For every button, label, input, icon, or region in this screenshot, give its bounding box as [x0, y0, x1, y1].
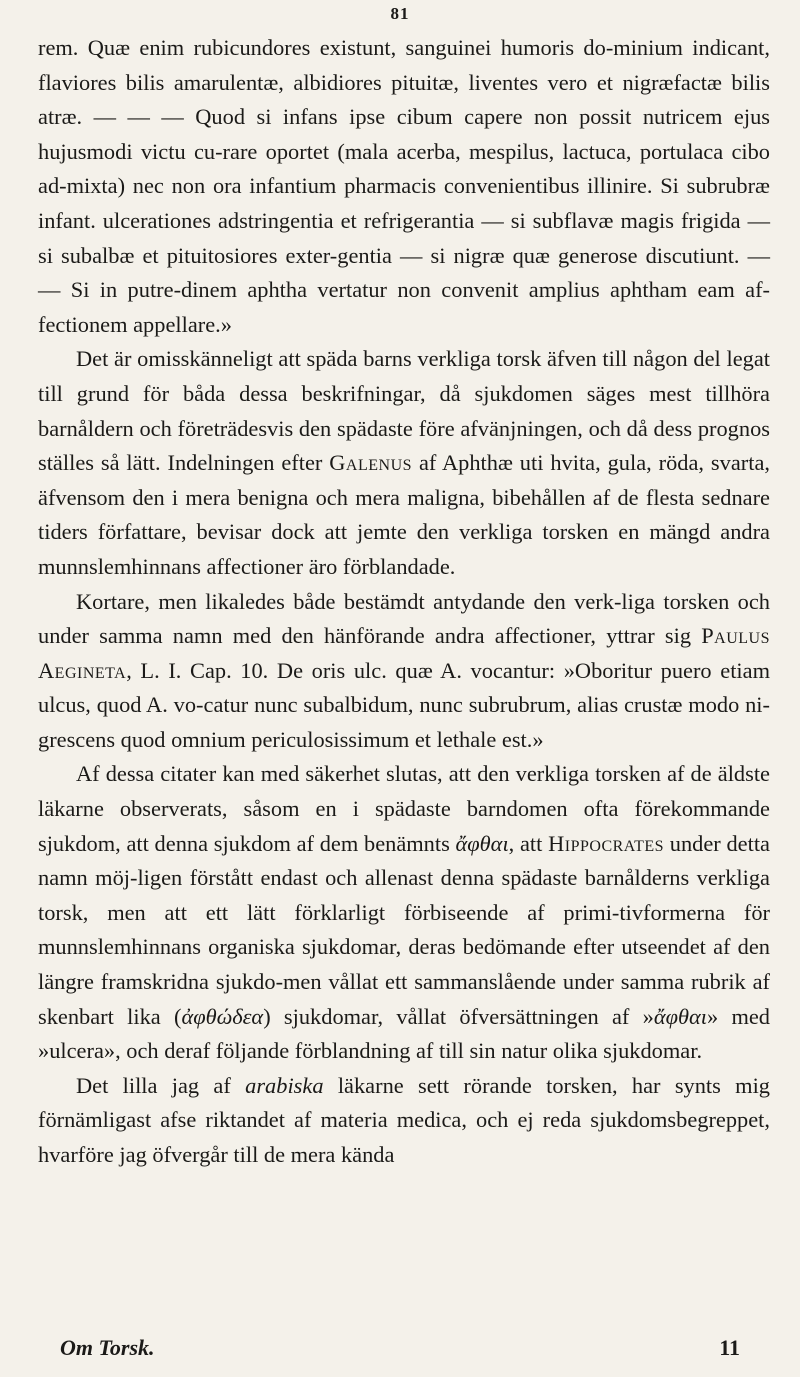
page-footer: [60, 1335, 740, 1361]
body-text: [38, 31, 770, 1173]
text-run: , L. I. Cap. 10. De oris ulc. quæ A. vocantur: »Oboritur puero etiam ulcus, quod A. vo-catur nunc subalbidum, nunc subrubrum, alias crustæ modo ni-grescens quod omnium periculosissimum et lethale est.»: [38, 657, 770, 752]
paragraph: [38, 1069, 770, 1173]
text-run: , att: [508, 830, 549, 856]
author-name: Hippocrates: [548, 830, 665, 856]
italic-term: ἄφθαι: [455, 830, 509, 856]
paragraph: [38, 585, 770, 758]
text-run: Af dessa citater kan med säkerhet slutas, att den verkliga torsken af de äldste läkarne observerats, såsom en i spädaste barndomen ofta förekommande sjukdom, att denna sjukdom af dem benämnts: [38, 761, 770, 856]
text-run: af Aphthæ uti hvita, gula, röda, svarta, äfvensom den i mera benigna och mera maligna, bibehållen af de flesta sednare tiders författare, bevisar dock att jemte den verkliga torsken en mängd andra munnslemhinnans affectioner äro förblandade.: [38, 450, 770, 579]
italic-term: ἀφθώδεα: [181, 1003, 264, 1029]
text-run: Det lilla jag af: [76, 1072, 246, 1098]
signature-number: 11: [719, 1335, 740, 1360]
text-run: Kortare, men likaledes både bestämdt antydande den verk-liga torsken och under samma namn med den hänförande andra affectioner, yttrar sig: [38, 588, 770, 649]
text-run: ) sjukdomar, vållat öfversättningen af »: [263, 1003, 654, 1029]
italic-term: arabiska: [245, 1072, 324, 1098]
italic-term: ἄφθαι: [653, 1003, 707, 1029]
author-name: Paulus Aegineta: [38, 623, 770, 683]
text-run: Det är omisskänneligt att späda barns verkliga torsk äfven till någon del legat till grund för båda dessa beskrifningar, då sjukdomen säges mest tillhöra barnåldern och företrädesvis den spädaste före afvänjningen, och då dess prognos ställes så lätt. Indelningen efter: [38, 346, 770, 476]
paragraph: [38, 757, 770, 1068]
signature-label: Om Torsk.: [60, 1335, 155, 1360]
author-name: Galenus: [329, 450, 413, 476]
paragraph: [38, 342, 770, 584]
text-run: under detta namn möj-ligen förstått endast och allenast denna spädaste barnålderns verkliga torsk, men att ett lätt förklarligt förbiseende af primi-tivformerna för munnslemhinnans organiska sjukdomar, deras bedömande efter utseendet af den längre framskridna sjukdo-men vållat ett sammanslående under samma rubrik af skenbart lika (: [38, 830, 770, 1029]
paragraph: [38, 31, 770, 342]
text-run: » med »ulcera», och deraf följande förblandning af till sin natur olika sjukdomar.: [38, 1003, 770, 1064]
text-run: rem. Quæ enim rubicundores existunt, sanguinei humoris do-minium indicant, flaviores bilis amarulentæ, albidiores pituitæ, liventes vero et nigræfactæ bilis atræ. — — — Quod si infans ipse cibum capere non possit nutricem ejus hujusmodi victu cu-rare oportet (mala acerba, mespilus, lactuca, portulaca cibo ad-mixta) nec non ora infantium pharmacis convenientibus illinire. Si subrubræ infant. ulcerationes adstringentia et refrigerantia — si subflavæ magis frigida — si subalbæ et pituitosiores exter-gentia — si nigræ quæ generose discutiunt. — — Si in putre-dinem aphtha vertatur non convenit amplius aphtham eam af-fectionem appellare.»: [38, 35, 770, 337]
page-number: 81: [390, 4, 410, 23]
text-run: läkarne sett rörande torsken, har synts mig förnämligast afse riktandet af materia medica, och ej reda sjukdomsbegreppet, hvarföre jag öfvergår till de mera kända: [38, 1072, 770, 1167]
